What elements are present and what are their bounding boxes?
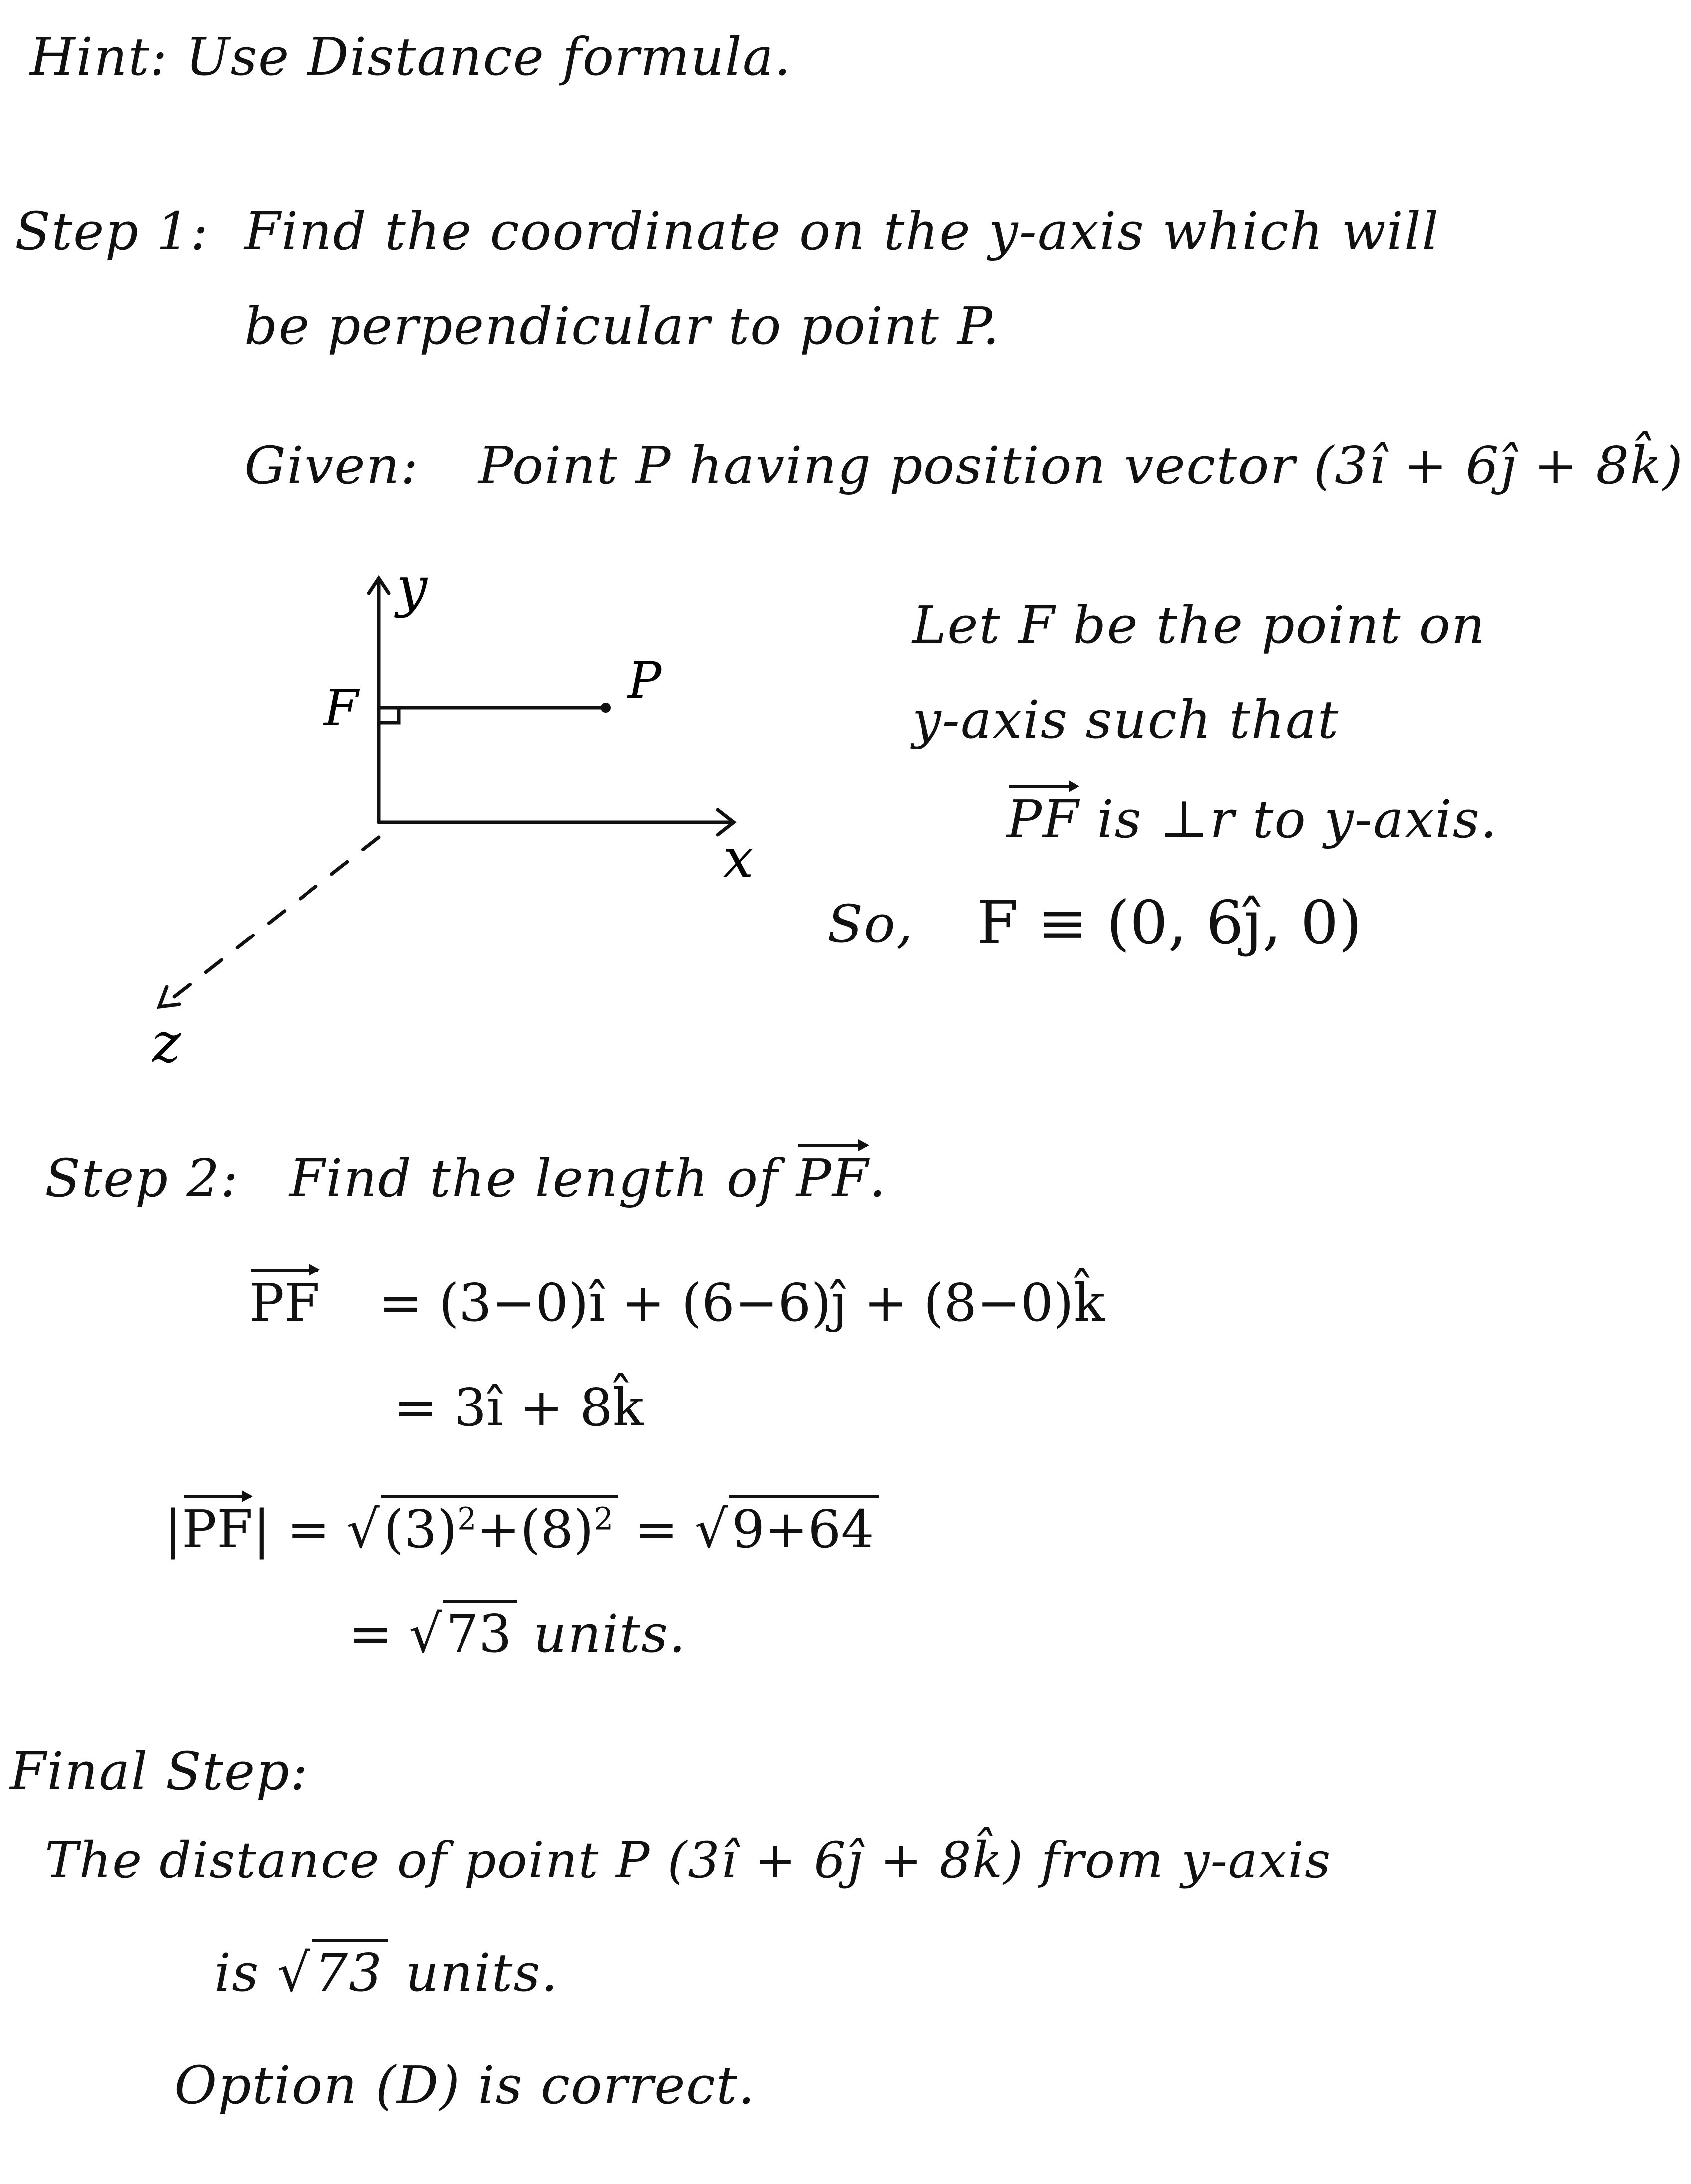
final-line3: Option (D) is correct. xyxy=(174,2055,756,2116)
eq1-vector: PF xyxy=(249,1272,320,1333)
final-heading: Final Step: xyxy=(10,1741,308,1802)
step1-heading: Step 1: xyxy=(15,201,209,262)
final-line2: is √73 units. xyxy=(214,1939,559,2000)
coordinate-diagram xyxy=(125,558,822,1106)
step2-heading: Step 2: xyxy=(45,1148,239,1209)
given-label: Given: xyxy=(244,435,419,496)
final-line1: The distance of point P (3î + 6ĵ + 8k̂) from y-axis xyxy=(45,1831,1332,1889)
so-expression: F ≡ (0, 6ĵ, 0) xyxy=(977,889,1362,958)
point-p-label: P xyxy=(628,651,662,710)
point-p-dot xyxy=(601,703,611,713)
hint-text: Hint: Use Distance formula. xyxy=(30,26,792,87)
eq1-rhs: = (3−0)î + (6−6)ĵ + (8−0)k̂ xyxy=(379,1272,1105,1333)
step2-text: Find the length of PF. xyxy=(289,1148,887,1209)
step1-text-line2: be perpendicular to point P. xyxy=(244,296,1000,356)
vector-pf: PF xyxy=(796,1148,869,1209)
axis-z-label: z xyxy=(152,1011,181,1075)
magnitude-line: $|PF| = √(3)^2+(8)^2 = √9+64$ xyxy=(164,1495,879,1557)
eq2: = 3î + 8k̂ xyxy=(394,1377,644,1438)
axis-y-label: y xyxy=(396,558,428,619)
axis-x-label: x xyxy=(723,826,754,890)
given-text: Point P having position vector (3î + 6ĵ + 8k̂) xyxy=(478,435,1684,496)
step1-text-line1: Find the coordinate on the y-axis which will xyxy=(244,201,1440,262)
right-angle-mark xyxy=(379,708,399,723)
result-line: = √73 units. xyxy=(349,1600,686,1661)
z-axis-line xyxy=(174,837,379,997)
so-label: So, xyxy=(827,894,914,954)
point-f-label: F xyxy=(324,679,359,737)
let-line1: Let F be the point on xyxy=(912,595,1486,655)
let-line3: PF is ⊥r to y-axis. xyxy=(1007,789,1498,850)
let-line2: y-axis such that xyxy=(912,689,1340,750)
vector-pf: PF xyxy=(1007,789,1080,850)
